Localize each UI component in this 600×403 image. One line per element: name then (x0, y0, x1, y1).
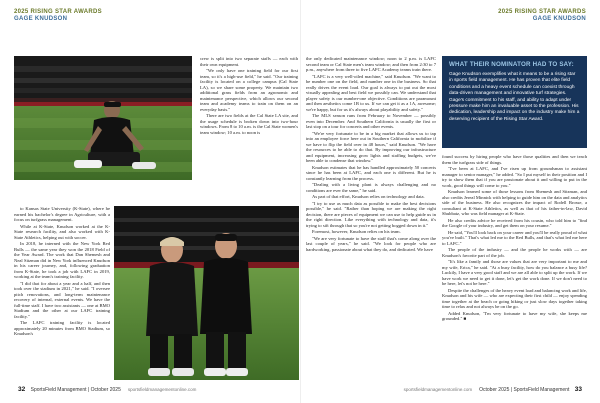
right-footer-url[interactable]: sportsfieldmanagementonline.com (403, 387, 473, 392)
left-header-title: 2025 RISING STAR AWARDS (14, 9, 102, 15)
left-header-name: GAGE KNUDSON (14, 16, 68, 22)
paragraph: The MLS season runs from February to November — possibly even into December. And Southern California is usually the first or last stop on a tour for concerts and other events. (306, 113, 436, 129)
paragraph: In 2018, he interned with the New York Red Bulls — the same year they won the 2018 Field of the Year Award. The work that Dan Shemesh and Neal Sitzman did in New York influenced Knudson in his career journey, and, following graduation from K-State, he took a job with LAFC in 2019, working at the team's training facility. (14, 241, 110, 279)
right-header-name: GAGE KNUDSON (532, 16, 586, 22)
right-running-header (498, 9, 586, 23)
right-publication: October 2025 | SportsField Management (479, 387, 570, 393)
paragraph: As part of that effort, Knudson relies on technology and data. (312, 194, 425, 199)
paragraph: "We are very fortunate to have the staff that's come along over the last couple of years," he said. "We look for people who are hardworking, passionate about what they do, and dedicated. We have (306, 235, 436, 252)
paragraph: There are two fields at the Cal State LA site, and the usage schedule is broken down into two-hour windows. From 8 to 10 a.m. is the Cal State women's team window; 10 a.m. to noon is (200, 113, 298, 135)
nominator-box-body: Gage Knudson exemplifies what it means to be a rising star in sports field management. He has proven that elite field conditions and a heavy event schedule can coexist through data-driven management and innovative turf strategies. Gage's commitment to his staff, and ability to adapt under pressure make him an invaluable asset to the profession. His dedication, leadership and impact on the industry make him a deserving recipient of the Rising Star Award. (449, 72, 580, 122)
paragraph: Added Knudson, "I'm very fortunate to have my wife, she keeps me grounded." ■ (442, 310, 587, 321)
left-footer (14, 386, 196, 394)
right-page-number: 33 (574, 386, 582, 393)
paragraph: He said, "You'll look back on your career and you'll be really proud of what you've built." That's what led me to the Red Bulls, and that's what led me here to LAFC." (442, 229, 587, 246)
paragraph: "LAFC is a very well-oiled machine," said Knudson. "We want to be number one on the field, and number one in the business. So that really drives the event load. Our goal is always to put out the most visually appealing and best field we possibly can. We understand that player safety is our number-one objective. Conditions are paramount and then aesthetics come 1B to us. If we can get it as a 1A, awesome; we're happy, but for us it's always about playability and safety." (306, 73, 436, 112)
left-publication: SportsField Management | October 2025 (30, 387, 121, 393)
paragraph: He also credits advice he received from his cousin, who told him to "find the Google of your industry, and get them on your resume." (442, 217, 587, 228)
left-running-header (14, 9, 102, 23)
right-header-title: 2025 RISING STAR AWARDS (498, 9, 586, 15)
photo-two-men-laughing (114, 206, 299, 380)
paragraph: "We only have one training field for our first team, so it's a high-use field," he said. "Our training facility is located on a college campus (Cal State LA), so we share some property. We maintain two additional grass fields from an agronomic and maintenance perspective, which allows our second team and academy teams to train on them on an everyday basis." (200, 68, 298, 112)
page-gutter (300, 0, 301, 403)
left-page-number: 32 (18, 386, 26, 393)
paragraph: "We're very fortunate to be in a big market that allows us to tap into an employee force here out in Southern California to mobilize if we have to flip the field over in 48 hours," said Knudson. "We have the resources to be able to do that. By improving our infrastructure and equipment, increasing grow lights and staffing budgets, we've been able to condense that window." (306, 130, 436, 163)
article-column-3 (306, 56, 436, 384)
paragraph: Knudson estimates that he has handled approximately 50 concerts since he has been at LAFC, and each one is different. But he is constantly learning from the process. (306, 164, 436, 181)
article-column-1 (14, 206, 110, 384)
nominator-quote-box (442, 56, 587, 148)
article-column-4 (442, 154, 587, 384)
paragraph: The LAFC training facility is located approximately 20 minutes from BMO Stadium, so Knudson's (14, 320, 110, 336)
paragraph: "It's like a family and those are values that are very important to me and my wife, Erica," he said. "At a busy facility, how do you balance a busy life? Luckily, I have a very good staff and we are all able to split up the work. If we have work we need to get it done, let's get the work done. If we don't need to be here, let's not be here." (442, 259, 587, 286)
paragraph: "Dealing with a living plant is always challenging and no conditions are ever the same," he said. (306, 182, 436, 193)
paragraph: While at K-State, Knudson worked at the K-State research facility, and also worked with K-State Athletics, helping out with soccer. (14, 223, 110, 240)
paragraph: Foremost, however, Knudson relies on his team. (312, 229, 401, 234)
paragraph: Despite the challenges of the heavy event load and balancing work and life, Knudson and his wife — who are expecting their first child — enjoy spending time together at the beach or going hiking or just slow days together taking time to relax and not always be on the go. (442, 287, 587, 309)
photo-groundsman-kneeling (14, 56, 192, 180)
paragraph: crew is split into two separate staffs — each with their own equipment. (200, 56, 298, 67)
paragraph: to Kansas State University (K-State), where he earned his bachelor's degree in Agriculture, with a focus on turfgrass management. (14, 206, 110, 222)
paragraph: found success by hiring people who have those qualities and then we teach them the turfgrass side of things. (442, 154, 587, 165)
right-footer (404, 386, 586, 394)
paragraph: "I did that for about a year and a half, and then took over the stadium in 2021," he said. "I oversee pitch renovations, and long-term maintenance recovery of internal, external events. We have the full-time staff. I have two assistants — one at BMO Stadium and the other at our LAFC training facility." (14, 280, 110, 319)
paragraph: the only dedicated maintenance window; noon to 2 p.m. is LAFC second team or Cal State men's team window; and then from 2:30 to 7 p.m., anywhere from three to five LAFC Academy teams train there. (306, 56, 436, 72)
paragraph: Knudson learned some of those lessons from Shemesh and Sitzman, and also credits Jereal Minnick with helping to guide him on the data and analytics side of the business. He also recognizes the impact of Rodell Brosse, a consultant at K-State Athletics, as well as that of his father-in-law, David Shubbatz, who was field manager at K-State. (442, 189, 587, 216)
paragraph: "I've been at LAFC, and I've risen up from groundsman to assistant manager to senior manager," he added. "So I put myself in their position and I try to show them that if you are passionate about it and willing to put in the work, good things will come to you." (442, 166, 587, 188)
article-column-2 (200, 56, 298, 202)
nominator-box-title: WHAT THEIR NOMINATOR HAD TO SAY: (449, 61, 574, 68)
paragraph: "I try to use as much data as possible to make the best decisions possible," he said. "Rather than hoping we are making the right decision, there are pieces of equipment we can use to help guide us in the right direction. Like everything with technology and data, it's trying to sift through that so you're not getting bogged down in it." (306, 200, 436, 228)
paragraph: The people of the industry — and the people he works with — are Knudson's favorite part of the job. (442, 247, 587, 258)
left-footer-url[interactable]: sportsfieldmanagementonline.com (127, 387, 197, 392)
